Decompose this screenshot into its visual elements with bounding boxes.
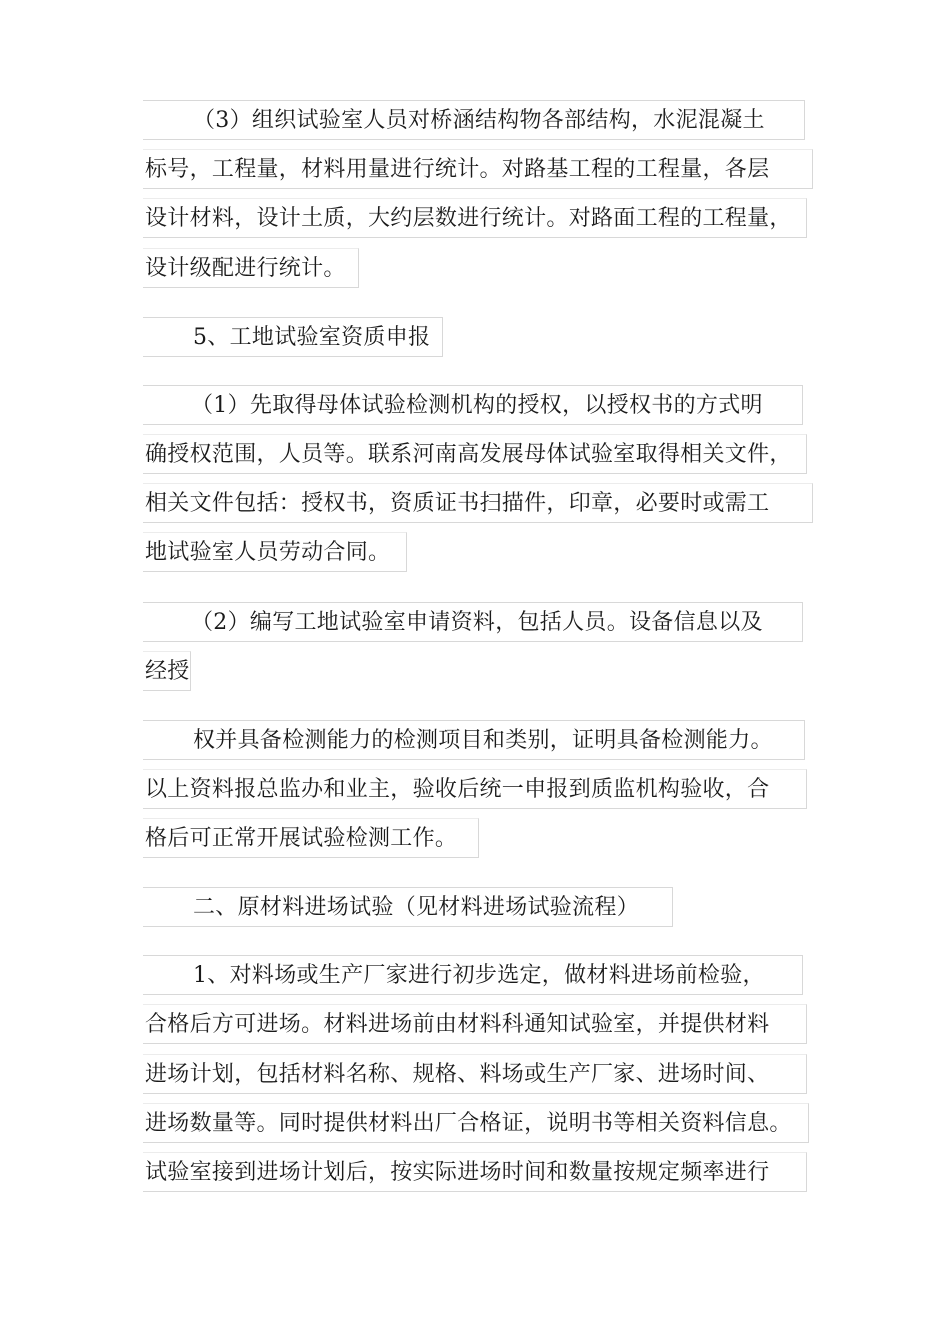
- paragraph-line: 试验室接到进场计划后，按实际进场时间和数量按规定频率进行: [143, 1152, 807, 1192]
- paragraph-line: 设计级配进行统计。: [143, 248, 359, 288]
- paragraph-line: 地试验室人员劳动合同。: [143, 532, 407, 572]
- paragraph-line: （1）先取得母体试验检测机构的授权，以授权书的方式明: [143, 385, 803, 425]
- paragraph-line: 权并具备检测能力的检测项目和类别，证明具备检测能力。: [143, 720, 805, 760]
- paragraph-line: 合格后方可进场。材料进场前由材料科通知试验室，并提供材料: [143, 1004, 807, 1044]
- paragraph-line: 进场计划，包括材料名称、规格、料场或生产厂家、进场时间、: [143, 1054, 807, 1094]
- paragraph-line: 以上资料报总监办和业主，验收后统一申报到质监机构验收，合: [143, 769, 807, 809]
- paragraph-line: （3）组织试验室人员对桥涵结构物各部结构，水泥混凝土: [143, 100, 805, 140]
- section-heading: 5、工地试验室资质申报: [143, 317, 443, 357]
- paragraph-line: （2）编写工地试验室申请资料，包括人员。设备信息以及: [143, 602, 803, 642]
- paragraph-line: 设计材料，设计土质，大约层数进行统计。对路面工程的工程量，: [143, 198, 807, 238]
- paragraph-line: 格后可正常开展试验检测工作。: [143, 818, 479, 858]
- paragraph-line: 经授: [143, 651, 191, 691]
- paragraph-line: 相关文件包括：授权书，资质证书扫描件，印章，必要时或需工: [143, 483, 813, 523]
- section-heading: 二、原材料进场试验（见材料进场试验流程）: [143, 887, 673, 927]
- paragraph-line: 1、对料场或生产厂家进行初步选定，做材料进场前检验，: [143, 955, 803, 995]
- paragraph-line: 标号，工程量，材料用量进行统计。对路基工程的工程量，各层: [143, 149, 813, 189]
- paragraph-line: 进场数量等。同时提供材料出厂合格证，说明书等相关资料信息。: [143, 1103, 809, 1143]
- paragraph-line: 确授权范围，人员等。联系河南高发展母体试验室取得相关文件，: [143, 434, 807, 474]
